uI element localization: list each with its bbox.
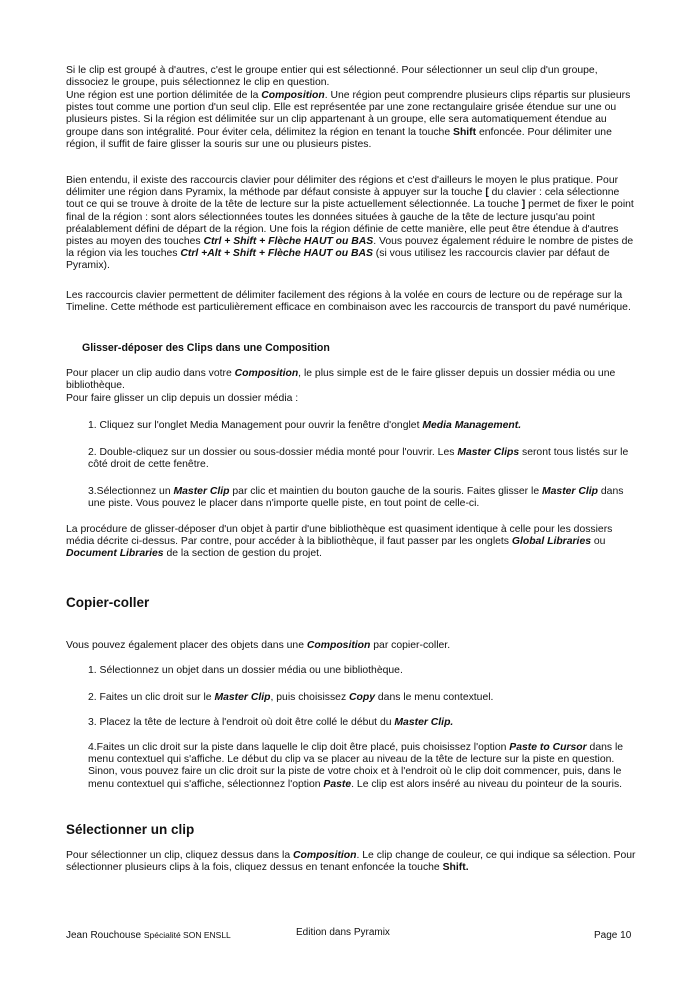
emphasis-run: Paste to Cursor — [509, 742, 587, 753]
text-run: du clavier : cela sélectionne tout ce qui se trouve à droite de la tête de lecture sur la piste actuellement sélectionnée. La touche — [66, 187, 620, 211]
text-run: 4.Faites un clic droit sur la piste dans laquelle le clip doit être placé, puis choisissez l'option — [88, 742, 510, 753]
paragraph-copy-paste-intro — [66, 640, 636, 652]
text-run: Pour faire glisser un clip depuis un dossier média : — [66, 393, 299, 404]
emphasis-run: [ — [485, 187, 489, 199]
emphasis-run: Composition — [234, 368, 299, 379]
copy-step-2 — [88, 692, 636, 704]
text-run: permet de fixer le point final de la région : sont alors sélectionnées toutes les données situées à gauche de la tête de lecture jusqu'au point préalablement défini de départ de la région. Une fois la région définie de cette manière, elle peut être étendue à d'autres pistes au moyen des touches — [66, 199, 634, 248]
paragraph-library-drag — [66, 524, 636, 561]
text-run: Si le clip est groupé à d'autres, c'est le groupe entier qui est sélectionné. Pour sélectionner un seul clip d'un groupe, dissociez le groupe, puis sélectionnez le clip en question. — [66, 65, 598, 89]
paragraph-shortcuts-timeline — [66, 290, 636, 314]
text-run: Pour placer un clip audio dans votre — [66, 368, 235, 379]
text-run: . Le clip est alors inséré au niveau du pointeur de la souris. — [351, 778, 623, 790]
emphasis-run: Document Libraries — [66, 548, 164, 560]
text-run: , puis choisissez — [270, 692, 350, 703]
emphasis-run: Ctrl +Alt + Shift + Flèche HAUT ou BAS — [180, 248, 373, 260]
text-run: Pour sélectionner un clip, cliquez dessus dans la — [66, 850, 293, 861]
text-run: 1. Sélectionnez un objet dans un dossier média ou une bibliothèque. — [88, 665, 403, 676]
text-run: par clic et maintien du bouton gauche de la souris. Faites glisser le — [229, 486, 542, 497]
paragraph-drag-intro — [66, 368, 636, 392]
paragraph-group-selection — [66, 65, 636, 89]
emphasis-run: Composition — [306, 640, 371, 651]
text-run: dans une piste. Vous pouvez le placer dans n'importe quelle piste, en tout point de celle-ci. — [88, 486, 624, 510]
paragraph-region-definition — [66, 90, 636, 151]
step-2-open-folder — [88, 447, 636, 471]
emphasis-run: Copy — [349, 692, 376, 703]
copy-step-4 — [88, 742, 636, 791]
step-1-media-management — [88, 420, 636, 432]
heading-select-clip: Sélectionner un clip — [66, 822, 195, 837]
text-run: Les raccourcis clavier permettent de délimiter facilement des régions à la volée en cours de lecture ou de repérage sur la Timeline. Cette méthode est particulièrement efficace en combinaison avec les raccourcis de transport du pavé numérique. — [66, 290, 631, 314]
paragraph-drag-from-folder — [66, 393, 636, 405]
text-run: Une région est une portion délimitée de la — [66, 90, 262, 101]
text-run: 3.Sélectionnez un — [88, 486, 174, 497]
footer-page-number: Page 10 — [594, 930, 632, 941]
emphasis-run: Master Clip. — [394, 717, 454, 728]
heading-copy-paste: Copier-coller — [66, 595, 150, 610]
footer-author: Jean Rouchouse — [66, 930, 142, 941]
text-run: enfoncée. Pour délimiter une région, il suffit de faire glisser la souris sur une ou plusieurs pistes. — [66, 126, 612, 150]
text-run: par copier-coller. — [370, 640, 451, 651]
text-run: 2. Faites un clic droit sur le — [88, 692, 215, 703]
emphasis-run: Global Libraries — [511, 536, 591, 548]
emphasis-run: Shift — [453, 126, 477, 138]
step-3-drag-master-clip — [88, 486, 636, 510]
emphasis-run: Master Clips — [457, 447, 520, 458]
paragraph-select-clip — [66, 850, 636, 874]
emphasis-run: Master Clip — [541, 486, 598, 497]
text-run: Bien entendu, il existe des raccourcis clavier pour délimiter des régions et c'est d'ailleurs le moyen le plus pratique. Pour délimiter une région dans Pyramix, la méthode par défaut consiste à appuyer sur la touche — [66, 175, 619, 199]
text-run: . Une région peut comprendre plusieurs clips répartis sur plusieurs pistes tout comme une portion d'un seul clip. Elle est représentée par une zone rectangulaire grisée étendue sur une ou plusieurs pistes. Si la région est délimitée sur un clip appartenant à un groupe, elle sera automatiquement étendue au groupe dans son intégralité. Pour éviter cela, délimitez la région en tenant la touche — [66, 90, 631, 138]
footer-author-block — [66, 930, 231, 941]
text-run: (si vous utilisez les raccourcis clavier par défaut de Pyramix). — [66, 248, 610, 272]
text-run: ou — [591, 536, 606, 548]
copy-step-1 — [88, 665, 636, 677]
emphasis-run: Master Clip — [173, 486, 230, 497]
emphasis-run: Ctrl + Shift + Flèche HAUT ou BAS — [203, 236, 374, 248]
text-run: 2. Double-cliquez sur un dossier ou sous-dossier média monté pour l'ouvrir. Les — [88, 447, 458, 458]
text-run: . Le clip change de couleur, ce qui indique sa sélection. Pour sélectionner plusieurs clips à la fois, cliquez dessus en tenant enfoncée la touche — [66, 850, 636, 874]
emphasis-run: Shift. — [442, 862, 469, 874]
emphasis-run: Composition — [293, 850, 357, 861]
text-run: , le plus simple est de le faire glisser depuis un dossier média ou une bibliothèque. — [66, 368, 616, 392]
text-run: dans le menu contextuel. — [375, 692, 494, 703]
emphasis-run: Media Management. — [422, 420, 522, 431]
text-run: dans le menu contextuel qui s'affiche. Le début du clip va se placer au niveau de la tête de lecture sur la piste en question. Sinon, vous pouvez faire un clic droit sur la piste de votre choix et à l'endroit où le clip doit commencer, puis, dans le menu contextuel qui s'affiche, sélectionnez l'option — [88, 742, 624, 790]
copy-step-3 — [88, 717, 636, 729]
text-run: 3. Placez la tête de lecture à l'endroit où doit être collé le début du — [88, 717, 395, 728]
text-run: de la section de gestion du projet. — [163, 548, 322, 560]
footer-title: Edition dans Pyramix — [296, 927, 390, 938]
emphasis-run: Master Clip — [214, 692, 271, 703]
footer-affiliation: Spécialité SON ENSLL — [143, 930, 231, 940]
text-run: seront tous listés sur le côté droit de cette fenêtre. — [88, 447, 629, 471]
emphasis-run: ] — [521, 199, 526, 211]
subheading-drag-drop: Glisser-déposer des Clips dans une Composition — [82, 342, 330, 354]
emphasis-run: Paste — [323, 778, 352, 790]
text-run: 1. Cliquez sur l'onglet Media Management pour ouvrir la fenêtre d'onglet — [88, 420, 423, 431]
text-run: La procédure de glisser-déposer d'un objet à partir d'une bibliothèque est quasiment identique à celle pour les dossiers média décrite ci-dessus. Par contre, pour accéder à la bibliothèque, il faut passer par les onglets — [66, 524, 613, 548]
text-run: . Vous pouvez également réduire le nombre de pistes de la région via les touches — [66, 236, 634, 260]
emphasis-run: Composition — [261, 90, 325, 101]
text-run: Vous pouvez également placer des objets dans une — [66, 640, 307, 651]
paragraph-keyboard-shortcuts — [66, 175, 636, 273]
